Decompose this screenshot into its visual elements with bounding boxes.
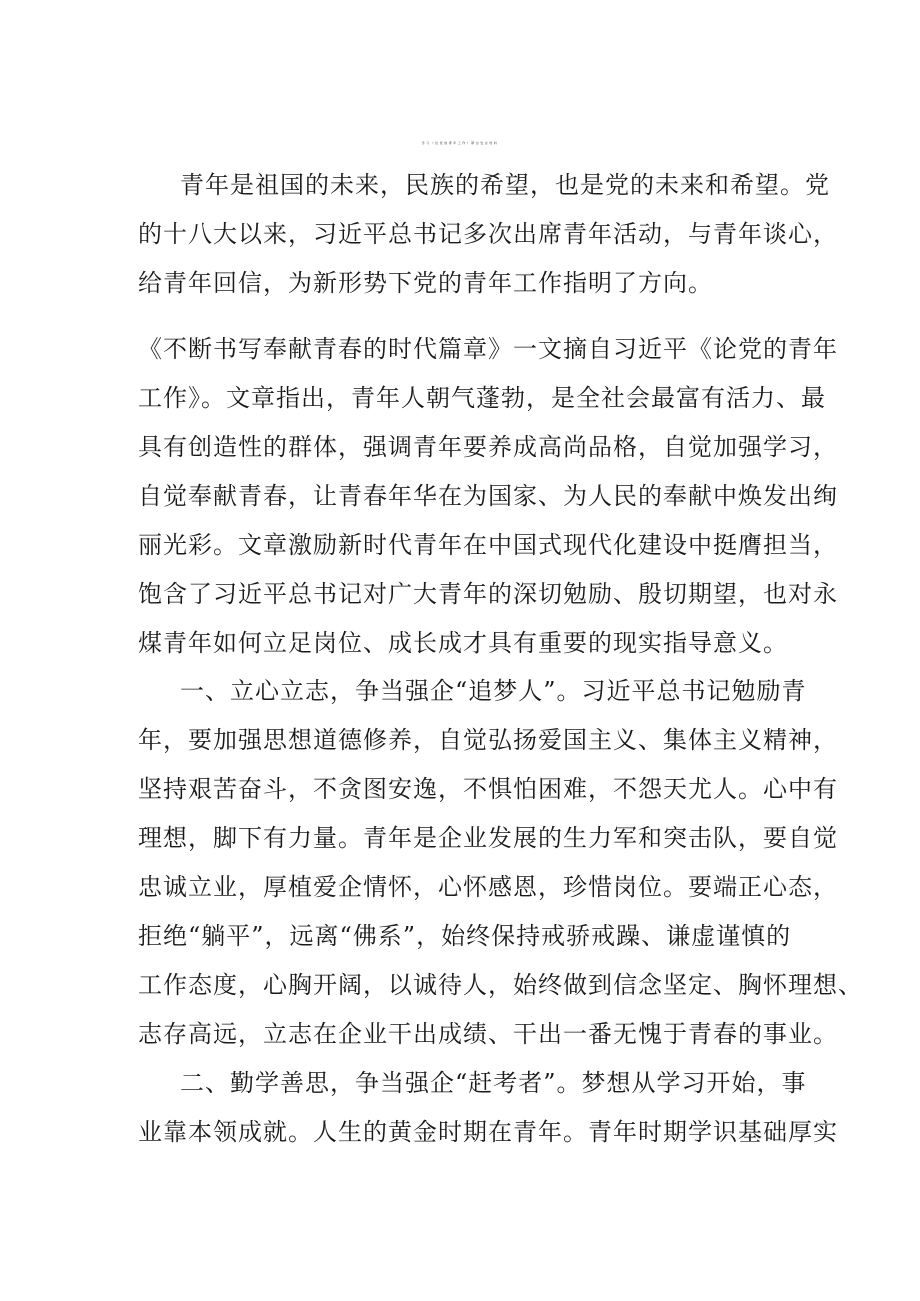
text-line: 工作》。文章指出，青年人朝气蓬勃，是全社会最富有活力、最 bbox=[138, 384, 826, 412]
text-line: 拒绝“躺平”，远离“佛系”，始终保持戒骄戒躁、谦虚谨慎的 bbox=[138, 922, 792, 950]
text-line: 给青年回信，为新形势下党的青年工作指明了方向。 bbox=[138, 269, 713, 297]
document-title: 学习《论党的青年工作》研讨发言材料 bbox=[421, 141, 499, 145]
text-line: 丽光彩。文章激励新时代青年在中国式现代化建设中挺膺担当， bbox=[138, 531, 838, 559]
text-line: 《不断书写奉献青春的时代篇章》一文摘自习近平《论党的青年 bbox=[138, 335, 838, 363]
text-line: 二、勤学善思，争当强企“赶考者”。梦想从学习开始，事 bbox=[180, 1069, 807, 1097]
text-line: 坚持艰苦奋斗，不贪图安逸，不惧怕困难，不怨天尤人。心中有 bbox=[138, 775, 838, 803]
text-line: 青年是祖国的未来，民族的希望，也是党的未来和希望。党 bbox=[180, 171, 830, 199]
text-line: 工作态度，心胸开阔，以诚待人，始终做到信念坚定、胸怀理想、 bbox=[138, 971, 863, 999]
text-line: 煤青年如何立足岗位、成长成才具有重要的现实指导意义。 bbox=[138, 629, 788, 657]
text-line: 的十八大以来，习近平总书记多次出席青年活动，与青年谈心， bbox=[138, 220, 838, 248]
text-line: 饱含了习近平总书记对广大青年的深切勉励、殷切期望，也对永 bbox=[138, 580, 838, 608]
text-line: 忠诚立业，厚植爱企情怀，心怀感恩，珍惜岗位。要端正心态， bbox=[138, 873, 838, 901]
text-line: 自觉奉献青春，让青春年华在为国家、为人民的奉献中焕发出绚 bbox=[138, 482, 838, 510]
text-line: 一、立心立志，争当强企“追梦人”。习近平总书记勉励青 bbox=[180, 677, 807, 705]
text-line: 志存高远，立志在企业干出成绩、干出一番无愧于青春的事业。 bbox=[138, 1020, 838, 1048]
text-line: 业靠本领成就。人生的黄金时期在青年。青年时期学识基础厚实 bbox=[138, 1118, 838, 1146]
text-line: 理想，脚下有力量。青年是企业发展的生力军和突击队，要自觉 bbox=[138, 824, 838, 852]
text-line: 具有创造性的群体，强调青年要养成高尚品格，自觉加强学习， bbox=[138, 433, 838, 461]
text-line: 年，要加强思想道德修养，自觉弘扬爱国主义、集体主义精神， bbox=[138, 726, 838, 754]
